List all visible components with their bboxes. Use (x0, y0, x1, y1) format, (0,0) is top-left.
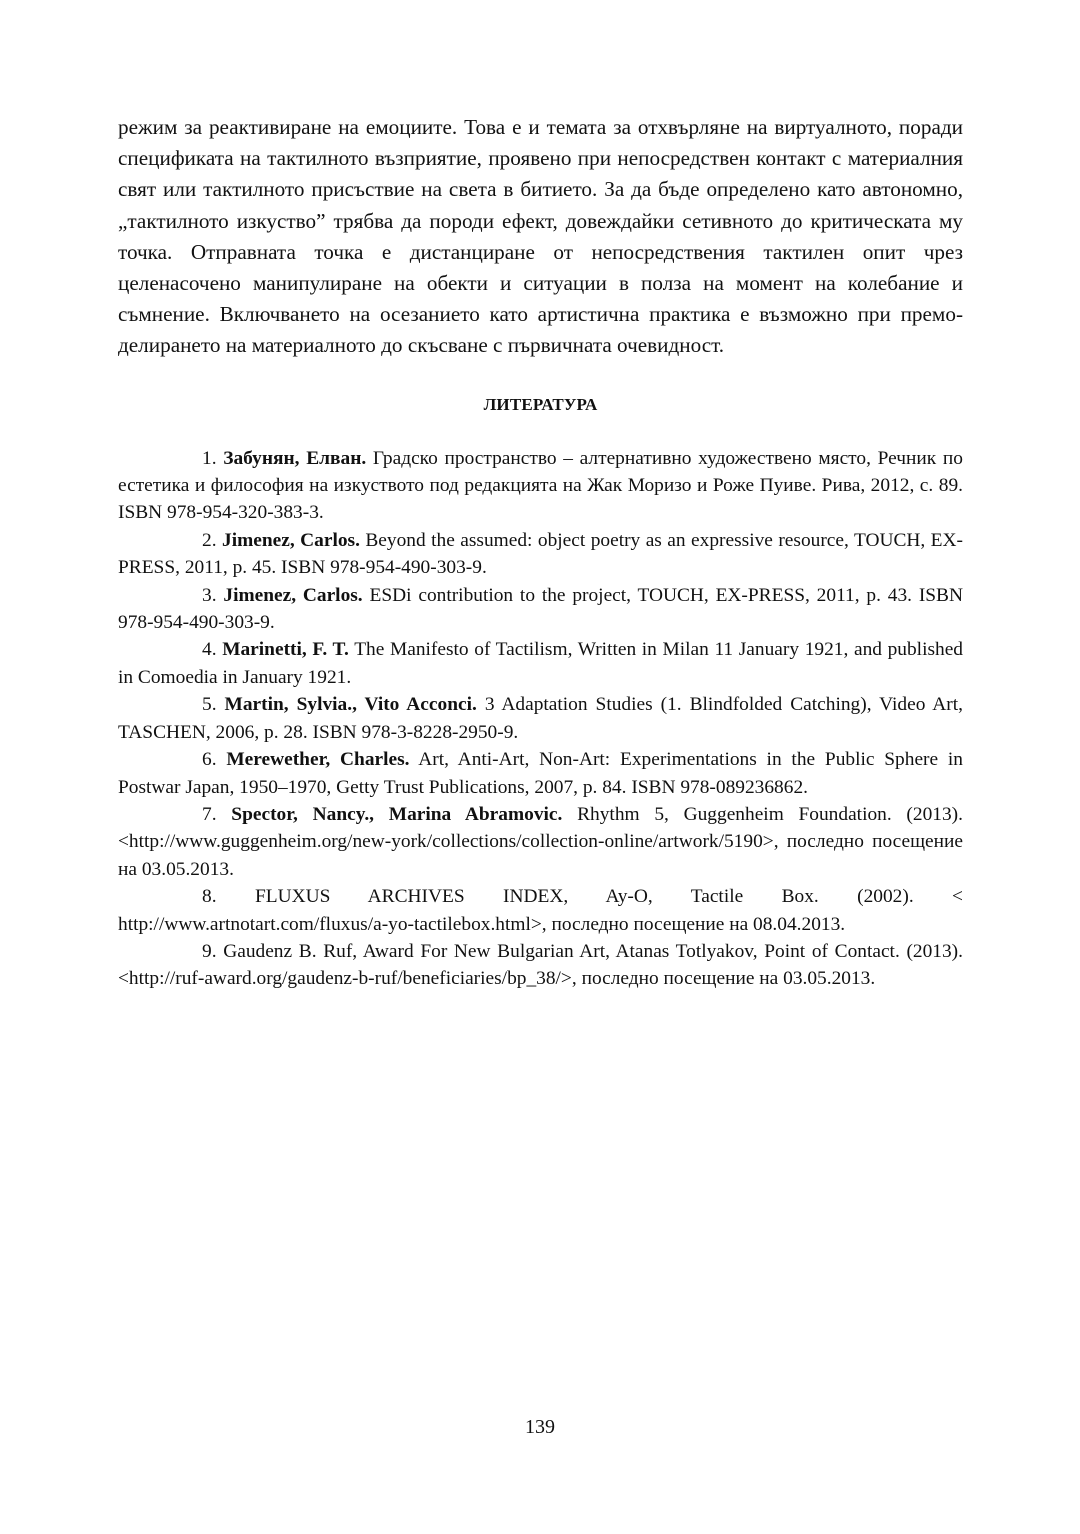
reference-text: Art, Anti-Art, Non-Art: Experimentations in the Public Sphere in Postwar Japan, 1950–1970, Getty Trust Publications, 2007, p. 84. ISBN 978-089236862. (118, 749, 963, 798)
reference-author: Jimenez, Carlos. (223, 584, 363, 606)
reference-item (118, 938, 963, 993)
reference-author: Jimenez, Carlos. (222, 529, 360, 551)
reference-item (118, 883, 963, 938)
reference-text: ESDi contribution to the project, TOUCH, EX-PRESS, 2011, p. 43. ISBN 978-954-490-303-9. (118, 584, 963, 634)
reference-item (118, 527, 963, 582)
reference-number: 1. (202, 447, 217, 469)
reference-number: 2. (202, 529, 217, 551)
reference-number: 7. (202, 803, 217, 825)
reference-text: Градско пространство – алтернативно художествено място, Речник по естетика и философия на изкуството под редакцията на Жак Моризо и Роже Пуиве. Рива, 2012, с. 89. ISBN 978-954-320-383-3. (118, 447, 963, 524)
reference-author: Spector, Nancy., Marina Abramovic. (231, 803, 563, 825)
reference-number: 3. (202, 584, 217, 606)
reference-author: Martin, Sylvia., Vito Acconci. (224, 694, 477, 716)
reference-text: Beyond the assumed: object poetry as an expressive resource, TOUCH, EX-PRESS, 2011, p. 45. ISBN 978-954-490-303-9. (118, 529, 963, 579)
reference-text: Gaudenz B. Ruf, Award For New Bulgarian Art, Atanas Totlyakov, Point of Contact. (2013). <http://ruf-award.org/gaudenz-b-ruf/beneficiaries/bp_38/>, последно посещение на 03.05.2013. (118, 940, 963, 990)
reference-item (118, 582, 963, 637)
reference-number: 5. (202, 694, 217, 716)
reference-author: Забунян, Елван. (223, 447, 367, 469)
reference-number: 6. (202, 749, 217, 771)
reference-item (118, 636, 963, 691)
reference-text: FLUXUS ARCHIVES INDEX, Ay-O, Tactile Box. (2002). < http://www.artnotart.com/fluxus/a-yo-tactilebox.html>, последно посещение на 08.04.2013. (118, 886, 963, 935)
reference-item (118, 691, 963, 746)
reference-text: Rhythm 5, Guggenheim Foundation. (2013). <http://www.guggenheim.org/new-york/collections/collection-online/artwork/5190>, последно посещение на 03.05.2013. (118, 803, 963, 880)
reference-number: 9. (202, 940, 217, 962)
page-content (118, 112, 963, 993)
body-paragraph: режим за реактивиране на емоциите. Това е и темата за отхвърляне на виртуалното, поради спецификата на тактилното възприятие, проявено при непосредствен контакт с материалния свят или тактилното присъствие на света в битието. За да бъде определено като автономно, „тактилното изкуство” трябва да породи ефект, довеждайки сетивното до критическата му точка. Отправната точка е дистанциране от непосредствения тактилен опит чрез целенасочено манипулиране на обекти и ситуации в полза на момент на колебание и съмнение. Включването на осезанието като артистична практика е възможно при премоделирането на материалното до скъсване с първичната очевидност. (118, 115, 963, 358)
references-list (118, 445, 963, 993)
reference-item (118, 801, 963, 883)
reference-item (118, 445, 963, 527)
reference-author: Marinetti, F. T. (222, 639, 349, 661)
page-number: 139 (525, 1416, 555, 1438)
reference-item (118, 746, 963, 801)
reference-text: The Manifesto of Tactilism, Written in Milan 11 January 1921, and published in Comoedia in January 1921. (118, 639, 964, 688)
reference-number: 8. (202, 886, 217, 908)
reference-author: Merewether, Charles. (226, 749, 410, 771)
references-heading: ЛИТЕРАТУРА (483, 394, 598, 414)
reference-number: 4. (202, 639, 217, 661)
reference-text: 3 Adaptation Studies (1. Blindfolded Catching), Video Art, TASCHEN, 2006, p. 28. ISBN 978-3-8228-2950-9. (118, 694, 963, 743)
